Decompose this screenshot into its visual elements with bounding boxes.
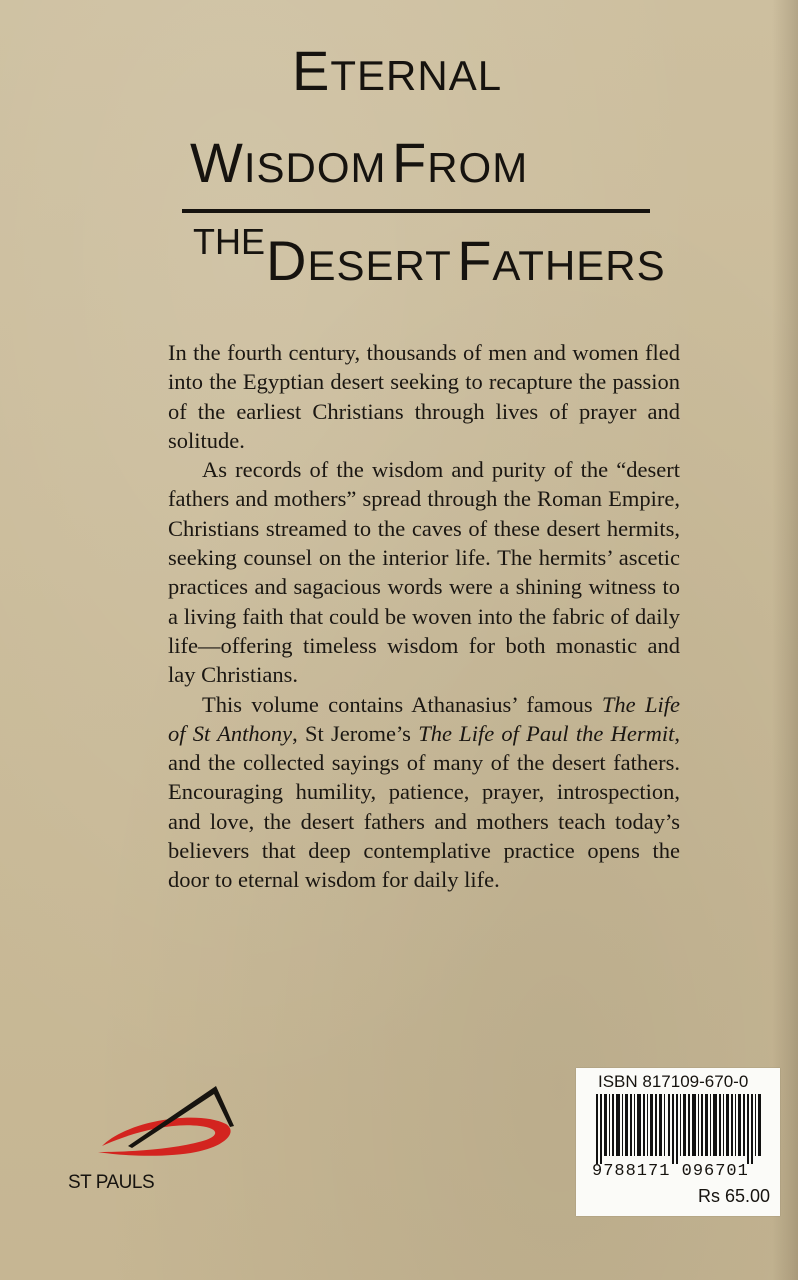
blurb-paragraph-1: In the fourth century, thousands of men and women fled into the Egyptian desert seeking to recapture the passion of the earliest Christians through lives of prayer and solitude.	[168, 340, 680, 453]
price-label: Rs 65.00	[697, 1186, 770, 1206]
title-divider	[182, 209, 650, 213]
book-title-life-of-anthony: The Life of St Anthony	[168, 691, 680, 746]
title-line-desert-fathers: DESERT FATHERS	[266, 229, 666, 292]
blurb-paragraph-2: As records of the wisdom and purity of the “desert fathers and mothers” spread through the Roman Empire, Christians streamed to the caves of these desert hermits, seeking counsel on the interior life. The hermits’ ascetic practices and sagacious words were a shining witness to a living faith that could be woven into the fabric of daily life—offering timeless wisdom for both monastic and lay Christians.	[168, 457, 680, 688]
barcode-bars	[596, 1094, 762, 1164]
title-line-wisdom-from: WISDOM FROM	[190, 131, 529, 194]
blurb	[168, 338, 680, 895]
ean-number: 9788171 096701	[592, 1162, 749, 1181]
title-line-eternal: ETERNAL	[292, 39, 503, 102]
barcode-sticker	[576, 1068, 780, 1216]
st-pauls-sword-swoosh-icon	[88, 1080, 248, 1180]
publisher-logo	[68, 1080, 248, 1200]
book-title-life-of-paul: The Life of Paul the Hermit	[418, 720, 675, 746]
isbn-label: ISBN 817109-670-0	[598, 1072, 749, 1091]
title-word-the: THE	[193, 221, 265, 262]
book-title	[0, 0, 798, 300]
blurb-paragraph-3: This volume contains Athanasius’ famous The Life of St Anthony, St Jerome’s The Life of Paul the Hermit, and the collected sayings of many of the desert fathers. Encouraging humility, patience, prayer, introspection, and love, the desert fathers and mothers teach today’s believers that deep contemplative practice opens the door to eternal wisdom for daily life.	[168, 691, 681, 893]
publisher-name: ST PAULS	[68, 1172, 155, 1193]
